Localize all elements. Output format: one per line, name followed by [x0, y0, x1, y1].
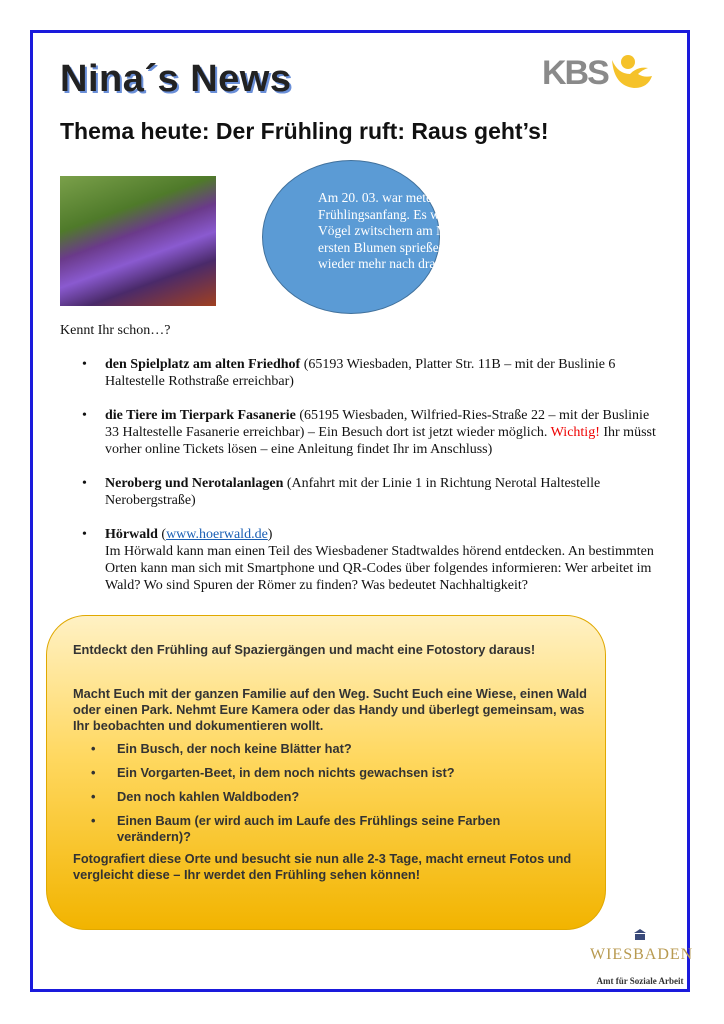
topic-heading: Thema heute: Der Frühling ruft: Raus geht’s! [60, 118, 549, 144]
box-list-item: • Ein Vorgarten-Beet, in dem noch nichts gewachsen ist? [73, 765, 573, 781]
place-name: den Spielplatz am alten Friedhof [105, 357, 301, 372]
list-item [60, 526, 660, 594]
box-paragraph: Macht Euch mit der ganzen Familie auf den Weg. Sucht Euch eine Wiese, einen Wald oder einen Park. Nehmt Eure Kamera oder das Handy und überlegt gemeinsam, was Ihr beobachten und dokumentieren wollt. [73, 686, 587, 733]
place-details: Ihr müsst vorher online Tickets lösen – eine Anleitung findet Ihr im Anschluss) [105, 425, 656, 457]
kbs-logo [542, 52, 654, 94]
place-details: (Anfahrt mit der Linie 1 in Richtung Nerotal Haltestelle Nerobergstraße) [105, 476, 601, 508]
info-ellipse-text: Am 20. 03. war meteorologischer Frühlingsanfang. Es wird wärmer, die Vögel zwitschern am Morgen und die ersten Blumen sprießen. Es wird Zeit wieder mehr nach draußen zu gehen…. [318, 190, 531, 271]
hand-icon [608, 52, 654, 94]
place-name: die Tiere im Tierpark Fasanerie [105, 408, 296, 423]
department-name: Amt für Soziale Arbeit [596, 976, 684, 986]
box-closing: Fotografiert diese Orte und besucht sie nun alle 2-3 Tage, macht erneut Fotos und vergleicht diese – Ihr werdet den Frühling sehen können! [73, 851, 572, 882]
activity-box [46, 615, 606, 930]
box-heading: Entdeckt den Frühling auf Spaziergängen und macht eine Fotostory daraus! [73, 642, 536, 657]
list-item [60, 475, 660, 509]
places-list [60, 356, 660, 611]
warning-label: Wichtig! [550, 425, 600, 440]
city-name: WIESBADEN [590, 946, 694, 963]
list-item [60, 356, 660, 390]
paren: ) [267, 527, 273, 542]
kbs-logo-text: KBS [542, 53, 608, 92]
paren: ( [157, 527, 167, 542]
wiesbaden-logo [590, 928, 694, 986]
place-details: (65195 Wiesbaden, Wilfried-Ries-Straße 22 – mit der Buslinie 33 Haltestelle Fasanerie erreichbar) – Ein Besuch dort ist jetzt wieder möglich. [105, 408, 650, 440]
box-list-item: • Ein Busch, der noch keine Blätter hat? [73, 741, 573, 757]
place-details: (65193 Wiesbaden, Platter Str. 11B – mit der Buslinie 6 Haltestelle Rothstraße erreichbar) [105, 357, 616, 389]
box-list-item: • Den noch kahlen Waldboden? [73, 789, 573, 805]
box-list-item: • Einen Baum (er wird auch im Laufe des Frühlings seine Farben verändern)? [73, 813, 573, 845]
newsletter-title: Nina´s News [60, 58, 292, 100]
building-icon [632, 929, 648, 941]
place-name: Hörwald [105, 527, 158, 542]
place-details: Im Hörwald kann man einen Teil des Wiesbadener Stadtwaldes hörend entdecken. An bestimmten Orten kann man sich mit Smartphone und QR-Codes über folgendes informieren: Wer arbeitet im Wald? Wo sind Spuren der Römer zu finden? Was bedeutet Nachhaltigkeit? [105, 544, 654, 593]
box-list [73, 741, 573, 853]
intro-text: Kennt Ihr schon…? [60, 323, 171, 338]
hoerwald-link[interactable]: www.hoerwald.de [166, 527, 268, 542]
crocus-photo [60, 176, 216, 306]
place-name: Neroberg und Nerotalanlagen [105, 476, 284, 491]
list-item [60, 407, 660, 458]
